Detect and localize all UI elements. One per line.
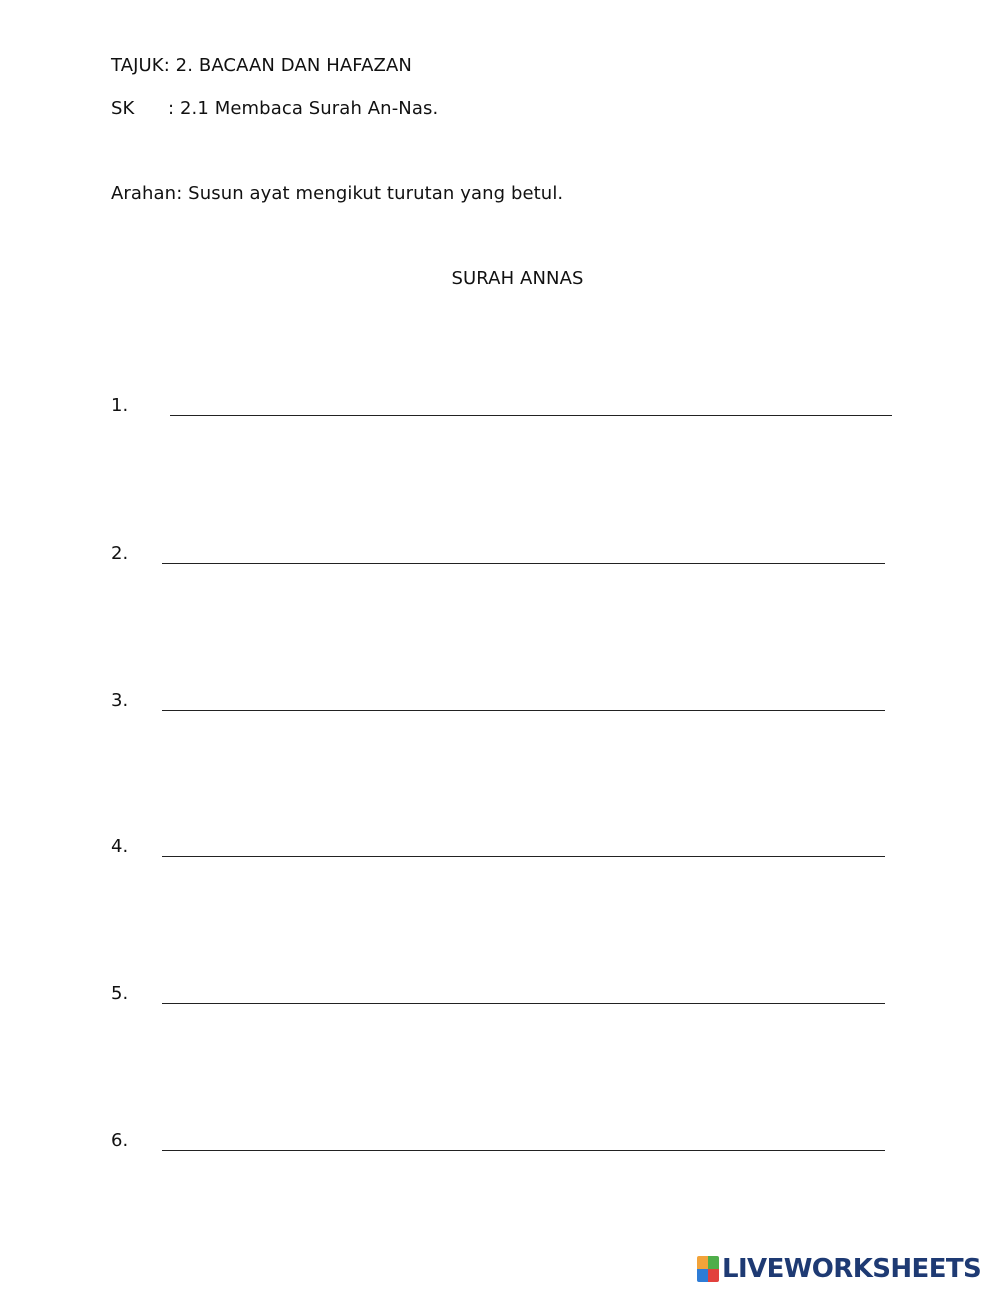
sk-label: SK	[111, 98, 135, 119]
answer-row-2	[0, 543, 1000, 573]
answer-blank-line[interactable]	[162, 856, 885, 857]
logo-blocks-icon	[697, 1256, 719, 1282]
answer-blank-line[interactable]	[162, 563, 885, 564]
liveworksheets-logo	[697, 1254, 981, 1284]
worksheet-title: TAJUK: 2. BACAAN DAN HAFAZAN	[111, 55, 412, 76]
answer-number: 5.	[111, 983, 129, 1004]
logo-text: LIVEWORKSHEETS	[722, 1254, 982, 1284]
logo-block	[697, 1269, 708, 1282]
answer-blank-line[interactable]	[162, 710, 885, 711]
answer-row-6	[0, 1130, 1000, 1160]
logo-block	[708, 1269, 719, 1282]
logo-block	[708, 1256, 719, 1269]
answer-blank-line[interactable]	[162, 1150, 885, 1151]
answer-number: 1.	[111, 395, 129, 416]
answer-row-5	[0, 983, 1000, 1013]
answer-blank-line[interactable]	[170, 415, 892, 416]
answer-number: 3.	[111, 690, 129, 711]
answer-row-4	[0, 836, 1000, 866]
answer-number: 6.	[111, 1130, 129, 1151]
logo-block	[697, 1256, 708, 1269]
answer-blank-line[interactable]	[162, 1003, 885, 1004]
answer-row-1	[0, 395, 1000, 425]
sk-description: : 2.1 Membaca Surah An-Nas.	[168, 98, 439, 119]
answer-number: 2.	[111, 543, 129, 564]
answer-number: 4.	[111, 836, 129, 857]
instruction-text: Arahan: Susun ayat mengikut turutan yang betul.	[111, 183, 564, 204]
answer-row-3	[0, 690, 1000, 720]
surah-heading: SURAH ANNAS	[451, 268, 584, 289]
